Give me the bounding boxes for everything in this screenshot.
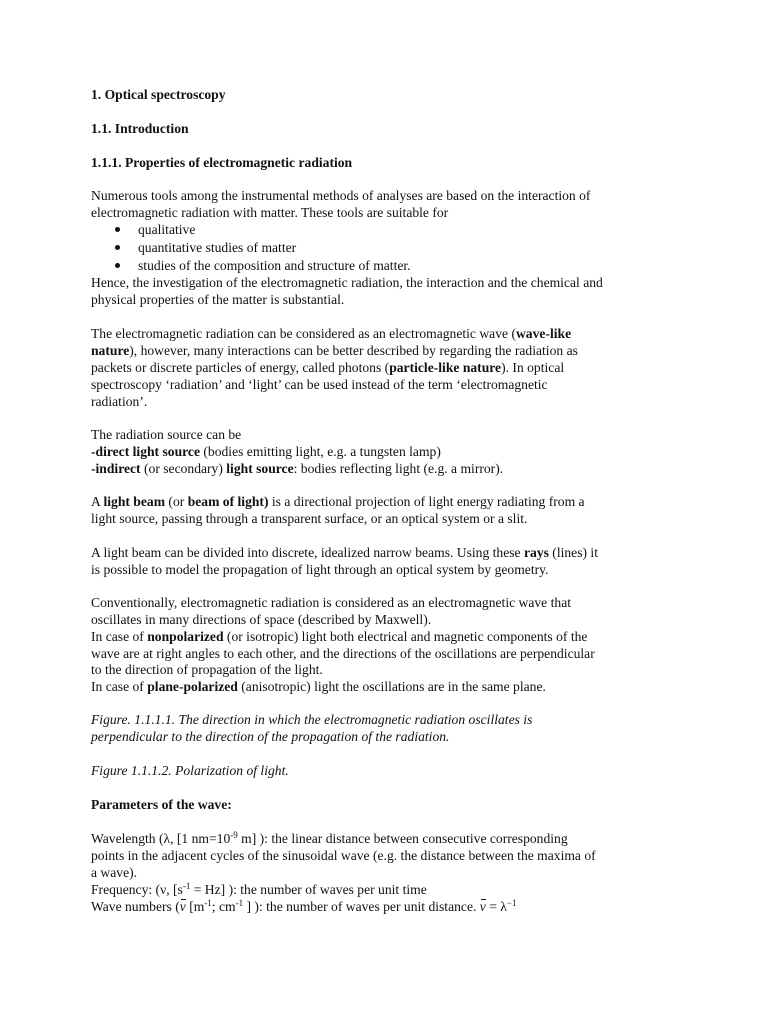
wave-para-line-5: radiation’.	[91, 394, 148, 409]
wave-para-line-3: packets or discrete particles of energy, called photons (particle-like nature). In optical	[91, 360, 565, 375]
rays-para-line-1: A light beam can be divided into discrete, idealized narrow beams. Using these rays (lines) it	[91, 545, 598, 560]
beam-para-line-1: A light beam (or beam of light) is a directional projection of light energy radiating from a	[91, 494, 585, 509]
beam-para-line-2: light source, passing through a transparent surface, or an optical system or a slit.	[91, 511, 528, 526]
bullet-text: quantitative studies of matter	[138, 240, 297, 255]
heading-optical-spectroscopy: 1. Optical spectroscopy	[91, 87, 226, 102]
bullet-text: studies of the composition and structure of matter.	[138, 258, 411, 273]
wavelength-line-2: points in the adjacent cycles of the sinusoidal wave (e.g. the distance between the maxima of	[91, 848, 596, 863]
intro-line-2: electromagnetic radiation with matter. These tools are suitable for	[91, 205, 449, 220]
intro-line-1: Numerous tools among the instrumental methods of analyses are based on the interaction of	[91, 188, 591, 203]
polar-para-line-6: In case of plane-polarized (anisotropic) light the oscillations are in the same plane.	[91, 679, 546, 694]
source-para-line-2: -direct light source (bodies emitting light, e.g. a tungsten lamp)	[91, 444, 441, 459]
wave-para-line-4: spectroscopy ‘radiation’ and ‘light’ can be used instead of the term ‘electromagnetic	[91, 377, 548, 392]
wave-para-line-2: nature), however, many interactions can be better described by regarding the radiation as	[91, 343, 578, 358]
polar-para-line-2: oscillates in many directions of space (described by Maxwell).	[91, 612, 432, 627]
figure-caption-1-line-1: Figure. 1.1.1.1. The direction in which the electromagnetic radiation oscillates is	[91, 712, 533, 727]
rays-para-line-2: is possible to model the propagation of light through an optical system by geometry.	[91, 562, 549, 577]
wave-numbers-line: Wave numbers (ν [$m^{-1}$; $cm^{-1}$ ] ): the number of waves per unit distance. $\nu = \lambda^{-1}$	[91, 898, 517, 914]
polar-para-line-1: Conventionally, electromagnetic radiation is considered as an electromagnetic wave that	[91, 595, 572, 610]
bullet-icon	[115, 263, 120, 268]
polar-para-line-3: In case of nonpolarized (or isotropic) light both electrical and magnetic components of the	[91, 629, 588, 644]
wave-para-line-1: The electromagnetic radiation can be considered as an electromagnetic wave (wave-like	[91, 326, 572, 341]
heading-introduction: 1.1. Introduction	[91, 121, 189, 136]
wavelength-line-1: Wavelength (λ, [1 $nm=10^{-9}$ m] ): the linear distance between consecutive corresponding	[91, 830, 568, 846]
nu-tilde-symbol: ν	[179, 899, 186, 914]
polar-para-line-4: wave are at right angles to each other, and the directions of the oscillations are perpendicular	[91, 646, 595, 661]
source-para-line-3: -indirect (or secondary) light source: bodies reflecting light (e.g. a mirror).	[91, 461, 504, 476]
figure-caption-1-line-2: perpendicular to the direction of the propagation of the radiation.	[91, 729, 450, 744]
parameters-heading: Parameters of the wave:	[91, 797, 232, 812]
wavelength-line-3: a wave).	[91, 865, 138, 880]
figure-caption-2: Figure 1.1.1.2. Polarization of light.	[91, 763, 289, 778]
polar-para-line-5: to the direction of propagation of the light.	[91, 662, 323, 677]
source-para-line-1: The radiation source can be	[91, 427, 242, 442]
frequency-line: Frequency: (ν, $[s^{-1} = Hz]$ ): the number of waves per unit time	[91, 881, 427, 897]
bullet-text: qualitative	[138, 222, 196, 237]
heading-properties-em-radiation: 1.1.1. Properties of electromagnetic radiation	[91, 155, 353, 170]
bullet-icon	[115, 245, 120, 250]
bullet-icon	[115, 227, 120, 232]
nu-tilde-symbol: ν	[479, 899, 486, 914]
intro-line-3: Hence, the investigation of the electromagnetic radiation, the interaction and the chemical and	[91, 275, 603, 290]
intro-line-4: physical properties of the matter is substantial.	[91, 292, 345, 307]
